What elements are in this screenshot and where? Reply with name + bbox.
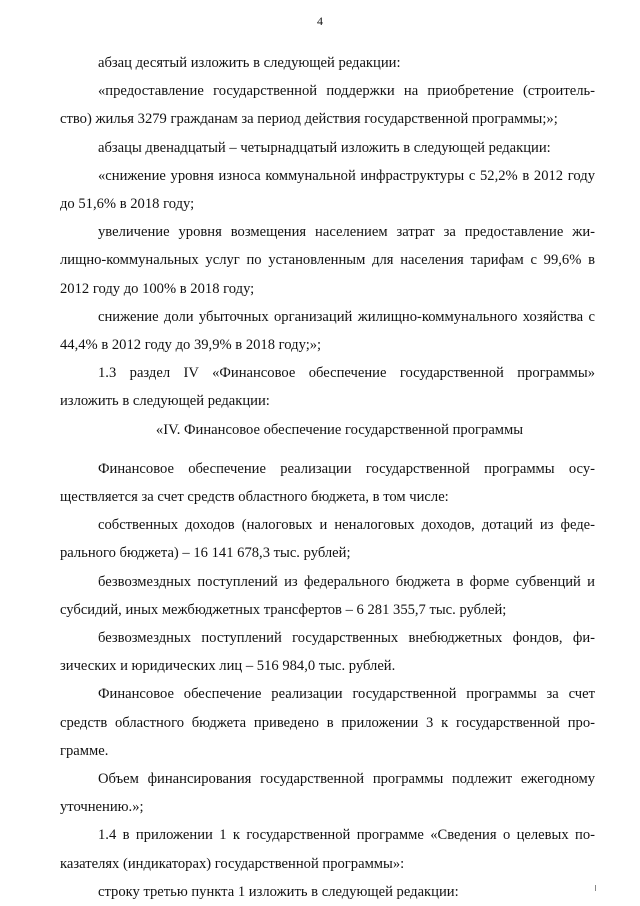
document-body [60, 49, 595, 906]
paragraph: 1.3 раздел IV «Финансовое обеспечение государственной программы» изложить в следующей редакции: [60, 365, 595, 410]
paragraph: безвозмездных поступлений из федерального бюджета в форме субвенций и субсидий, иных межбюджетных трансфертов – 6 281 355,7 тыс. рублей; [60, 573, 595, 618]
section-heading: «IV. Финансовое обеспечение государственной программы [155, 421, 524, 438]
paragraph: строку третью пункта 1 изложить в следующей редакции: [98, 883, 459, 900]
scan-speck [595, 885, 596, 891]
paragraph: «снижение уровня износа коммунальной инфраструктуры с 52,2% в 2012 году до 51,6% в 2018 году; [60, 167, 595, 213]
page-number: 4 [317, 14, 323, 28]
paragraph: безвозмездных поступлений государственных внебюджетных фондов, фи-зических и юридических лиц – 516 984,0 тыс. рублей. [60, 630, 595, 675]
paragraph: Объем финансирования государственной программы подлежит ежегодному уточнению.»; [60, 771, 595, 816]
paragraph: абзацы двенадцатый – четырнадцатый изложить в следующей редакции: [98, 139, 551, 156]
paragraph: Финансовое обеспечение реализации государственной программы осу-ществляется за счет средств областного бюджета, в том числе: [60, 460, 595, 506]
paragraph: снижение доли убыточных организаций жилищно-коммунального хозяйства с 44,4% в 2012 году до 39,9% в 2018 году;»; [60, 308, 595, 354]
paragraph: увеличение уровня возмещения населением затрат за предоставление жи-лищно-коммунальных услуг по установленным для населения тарифам с 99,6% в 2012 году до 100% в 2018 году; [60, 224, 595, 297]
paragraph: 1.4 в приложении 1 к государственной программе «Сведения о целевых по-казателях (индикаторах) государственной программы»: [60, 827, 595, 872]
paragraph: абзац десятый изложить в следующей редакции: [98, 55, 401, 71]
paragraph: «предоставление государственной поддержки на приобретение (строитель-ство) жилья 3279 гражданам за период действия государственной программы;»; [60, 83, 595, 128]
paragraph: собственных доходов (налоговых и неналоговых доходов, дотаций из феде-рального бюджета) – 16 141 678,3 тыс. рублей; [60, 517, 595, 562]
paragraph: Финансовое обеспечение реализации государственной программы за счет средств областного бюджета приведено в приложении 3 к государственной про-грамме. [60, 686, 595, 759]
spacer [60, 444, 595, 455]
